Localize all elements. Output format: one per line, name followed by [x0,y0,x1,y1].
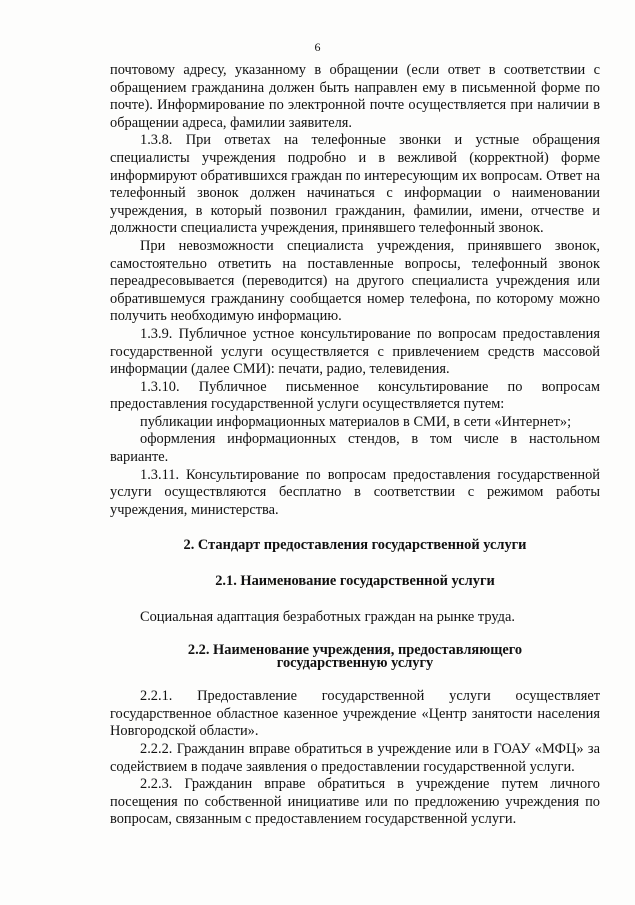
section-heading-2-2 [110,644,600,670]
section-heading-2-1: 2.1. Наименование государственной услуги [215,573,495,590]
paragraph-publications: публикации информационных материалов в СМИ, в сети «Интернет»; [140,413,572,430]
paragraph-1-3-10: 1.3.10. Публичное письменное консультирование по вопросам предоставления государственной услуги осуществляется путем: [110,378,600,413]
section-heading-2-2-line-2: государственную услугу [276,655,434,672]
paragraph-1-3-9: 1.3.9. Публичное устное консультирование по вопросам предоставления государственной услуги осуществляется с привлечением средств массовой информации (далее СМИ): печати, радио, телевидения. [110,325,600,378]
paragraph-stands: оформления информационных стендов, в том числе в настольном варианте. [110,431,600,466]
document-body [110,62,600,829]
paragraph-service-name: Социальная адаптация безработных граждан на рынке труда. [140,608,515,625]
section-heading-2-2-line-1: 2.2. Наименование учреждения, предоставляющего [187,642,523,659]
paragraph-1-3-8: 1.3.8. При ответах на телефонные звонки и устные обращения специалисты учреждения подробно и в вежливой (корректной) форме информируют обратившихся граждан по интересующим их вопросам. Ответ на телефонный звонок должен начинаться с информации о наименовании учреждения, в который позвонил гражданин, фамилии, имени, отчестве и должности специалиста учреждения, принявшего телефонный звонок. [110,132,600,237]
paragraph-redirect-call: При невозможности специалиста учреждения, принявшего звонок, самостоятельно ответить на поставленные вопросы, телефонный звонок переадресовывается (переводится) на другого специалиста учреждения или обратившемуся гражданину сообщается номер телефона, по которому можно получить необходимую информацию. [110,237,600,325]
paragraph-2-2-3: 2.2.3. Гражданин вправе обратиться в учреждение путем личного посещения по собственной инициативе или по предложению учреждения по вопросам, связанным с предоставлением государственной услуги. [110,776,600,828]
paragraph-2-2-2: 2.2.2. Гражданин вправе обратиться в учреждение или в ГОАУ «МФЦ» за содействием в подаче заявления о предоставлении государственной услуги. [110,741,600,775]
page-number: 6 [314,40,321,54]
paragraph-1-3-11: 1.3.11. Консультирование по вопросам предоставления государственной услуги осуществляются бесплатно в соответствии с режимом работы учреждения, министерства. [110,466,600,518]
paragraph-continuation: почтовому адресу, указанному в обращении (если ответ в соответствии с обращением гражданина должен быть направлен ему в письменной форме по почте). Информирование по электронной почте осуществляется при наличии в обращении адреса, фамилии заявителя. [110,62,600,131]
section-heading-2: 2. Стандарт предоставления государственной услуги [183,537,527,554]
paragraph-2-2-1: 2.2.1. Предоставление государственной услуги осуществляет государственное областное казенное учреждение «Центр занятости населения Новгородской области». [110,688,600,740]
